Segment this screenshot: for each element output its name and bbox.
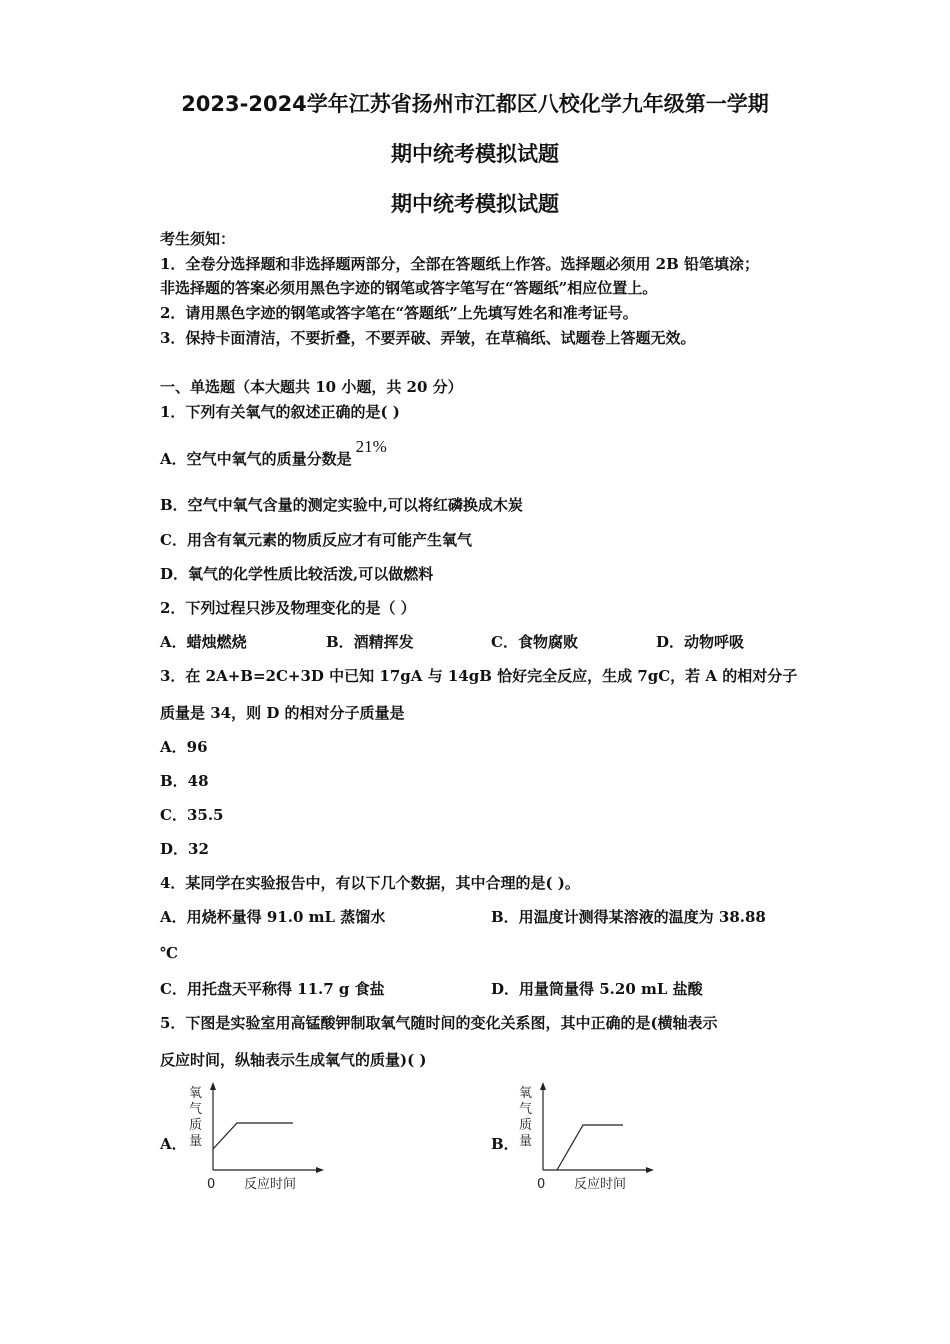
q3-stem-a: 3．在 2A+B=2C+3D 中已知 17gA 与 14gB 恰好完全反应，生成 7gC，若 A 的相对分子 (160, 667, 798, 685)
q1-option-a-text: A．空气中氧气的质量分数是 (160, 450, 352, 468)
q1-option-d: D．氧气的化学性质比较活泼,可以做燃料 (160, 565, 434, 583)
q1-option-a (160, 437, 387, 469)
graph-b-ylabel-3: 质 (519, 1118, 533, 1133)
q1-option-b: B．空气中氧气含量的测定实验中,可以将红磷换成木炭 (160, 496, 523, 514)
q4-option-a: A．用烧杯量得 91.0 mL 蒸馏水 (160, 908, 386, 926)
q5-stem-a: 5．下图是实验室用高锰酸钾制取氧气随时间的变化关系图，其中正确的是(横轴表示 (160, 1014, 718, 1032)
q4-stem: 4．某同学在实验报告中，有以下几个数据，其中合理的是( )。 (160, 874, 580, 892)
graph-a-curve (213, 1123, 293, 1149)
notice-item-1b: 非选择题的答案必须用黑色字迹的钢笔或答字笔写在“答题纸”相应位置上。 (160, 279, 658, 297)
graph-a-ylabel-1: 氧 (189, 1086, 203, 1101)
graph-a-origin: 0 (207, 1177, 216, 1192)
q5-option-a-label: A． (160, 1135, 187, 1153)
q4-option-b: B．用温度计测得某溶液的温度为 38.88 (491, 908, 766, 926)
q1-stem: 1．下列有关氧气的叙述正确的是( ) (160, 403, 400, 421)
graph-b-ylabel-2: 气 (519, 1102, 533, 1117)
q4-option-d: D．用量筒量得 5.20 mL 盐酸 (491, 980, 703, 998)
q5-stem-b: 反应时间，纵轴表示生成氧气的质量)( ) (160, 1051, 427, 1069)
graph-b-ylabel-4: 量 (519, 1134, 533, 1149)
exam-title-line3: 期中统考模拟试题 (391, 192, 559, 216)
notice-item-3: 3．保持卡面清洁，不要折叠，不要弄破、弄皱，在草稿纸、试题卷上答题无效。 (160, 329, 696, 347)
graph-a-ylabel-2: 气 (189, 1102, 203, 1117)
q3-option-c: C．35.5 (160, 806, 224, 824)
graph-a-xlabel: 反应时间 (244, 1177, 297, 1192)
q3-option-d: D．32 (160, 840, 209, 858)
graph-b-y-arrow (540, 1082, 546, 1090)
graph-b-ylabel-1: 氧 (519, 1086, 533, 1101)
q2-option-a: A．蜡烛燃烧 (160, 633, 247, 651)
q5-graph-b (510, 1080, 660, 1198)
q4-option-c: C．用托盘天平称得 11.7 g 食盐 (160, 980, 385, 998)
q2-option-b: B．酒精挥发 (326, 633, 414, 651)
notice-item-1a: 1．全卷分选择题和非选择题两部分，全部在答题纸上作答。选择题必须用 2B 铅笔填涂； (160, 255, 760, 273)
graph-b-curve (557, 1125, 623, 1170)
q5-option-b-label: B． (491, 1135, 519, 1153)
graph-a-x-arrow (316, 1167, 324, 1173)
graph-b-x-arrow (646, 1167, 654, 1173)
section1-heading: 一、单选题（本大题共 10 小题，共 20 分） (160, 378, 463, 396)
q3-option-b: B．48 (160, 772, 209, 790)
q5-graph-a (180, 1080, 330, 1198)
q2-option-c: C．食物腐败 (491, 633, 578, 651)
q3-option-a: A．96 (160, 738, 208, 756)
graph-a-ylabel-3: 质 (189, 1118, 203, 1133)
graph-b-origin: 0 (537, 1177, 546, 1192)
q1-option-c: C．用含有氧元素的物质反应才有可能产生氧气 (160, 531, 472, 549)
graph-b-xlabel: 反应时间 (574, 1177, 627, 1192)
exam-title-line1: 2023-2024学年江苏省扬州市江都区八校化学九年级第一学期 (181, 92, 769, 116)
notice-heading: 考生须知： (160, 230, 236, 248)
graph-a-y-arrow (210, 1082, 216, 1090)
q1-option-a-value: 21% (355, 437, 387, 456)
notice-item-2: 2．请用黑色字迹的钢笔或答字笔在“答题纸”上先填写姓名和准考证号。 (160, 304, 638, 322)
q2-option-d: D．动物呼吸 (656, 633, 745, 651)
graph-a-ylabel-4: 量 (189, 1134, 203, 1149)
q3-stem-b: 质量是 34，则 D 的相对分子质量是 (160, 704, 405, 722)
q4-option-b-unit: ℃ (160, 944, 178, 962)
exam-title-line2: 期中统考模拟试题 (391, 142, 559, 166)
q2-stem: 2．下列过程只涉及物理变化的是（ ） (160, 599, 416, 617)
